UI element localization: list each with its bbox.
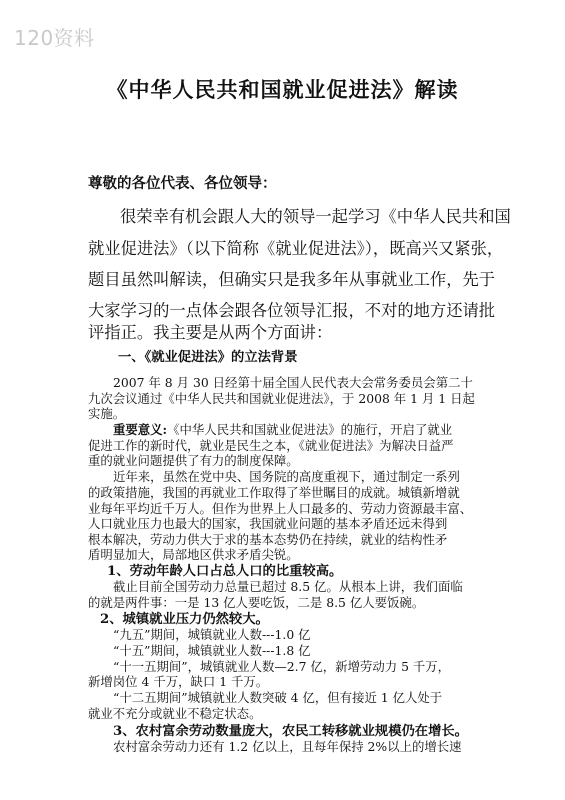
body-line: 根本解决，劳动力供大于求的基本态势仍在持续，就业的结构性矛 [88, 532, 448, 547]
watermark: 120资料 [14, 26, 95, 50]
body-text: 《中华人民共和国就业促进法》的施行，开启了就业 [167, 422, 453, 437]
body-line: 农村富余劳动力还有 1.2 亿以上，且每年保持 2%以上的增长速 [113, 739, 462, 754]
body-line: 的就是两件事：一是 13 亿人要吃饭，二是 8.5 亿人要饭碗。 [88, 595, 425, 610]
body-line: 新增岗位 4 千万，缺口 1 千万。 [88, 674, 269, 689]
body-line: 业每年平均近千万人。但作为世界上人口最多的、劳动力资源最丰富、 [88, 501, 473, 516]
body-line: 截止目前全国劳动力总量已超过 8.5 亿。从根本上讲，我们面临 [113, 579, 463, 594]
body-line: “九五”期间，城镇就业人数---1.0 亿 [113, 627, 311, 642]
subsection-heading: 1、劳动年龄人口占总人口的比重较高。 [107, 564, 343, 579]
body-line: 实施。 [88, 406, 126, 421]
body-line: 的政策措施，我国的再就业工作取得了举世瞩目的成就。城镇新增就 [88, 485, 460, 500]
body-line: 盾明显加大，局部地区供求矛盾尖锐。 [88, 547, 299, 562]
document-title: 《中华人民共和国就业促进法》解读 [106, 77, 459, 102]
body-line: “十五”期间，城镇就业人数---1.8 亿 [113, 643, 311, 658]
intro-line: 评指正。我主要是从两个方面讲： [88, 323, 333, 342]
body-line: 近年来，虽然在党中央、国务院的高度重视下，通过制定一系列 [113, 469, 460, 484]
intro-line: 大家学习的一点体会跟各位领导汇报，不对的地方还请批 [88, 301, 496, 320]
body-line: “十二五期间”城镇就业人数突破 4 亿，但有接近 1 亿人处于 [113, 690, 443, 705]
subsection-heading: 2、城镇就业压力仍然较大。 [100, 612, 269, 627]
section-heading: 一、《就业促进法》的立法背景 [118, 350, 298, 365]
body-line: 九次会议通过《中华人民共和国就业促进法》，于 2008 年 1 月 1 日起 [88, 391, 475, 406]
body-line: “十一五期间”，城镇就业人数—2.7 亿，新增劳动力 5 千万， [113, 659, 451, 674]
body-line: 重的就业问题提供了有力的制度保障。 [88, 453, 299, 468]
body-line: 2007 年 8 月 30 日经第十届全国人民代表大会常务委员会第二十 [113, 375, 473, 390]
body-line: 人口就业压力也最大的国家，我国就业问题的基本矛盾还远未得到 [88, 516, 448, 531]
greeting: 尊敬的各位代表、各位领导： [88, 175, 277, 192]
body-line: 就业不充分或就业不稳定状态。 [88, 706, 262, 721]
intro-line: 很荣幸有机会跟人大的领导一起学习《中华人民共和国 [120, 207, 511, 226]
subsection-heading: 3、农村富余劳动数量庞大，农民工转移就业规模仍在增长。 [113, 724, 468, 739]
emphasis-label: 重要意义: [113, 422, 168, 437]
body-line: 促进工作的新时代，就业是民生之本，《就业促进法》为解决日益严 [88, 438, 454, 453]
intro-line: 题目虽然叫解读，但确实只是我多年从事就业工作，先于 [88, 270, 496, 289]
intro-line: 就业促进法》（以下简称《就业促进法》），既高兴又紧张， [88, 239, 504, 258]
